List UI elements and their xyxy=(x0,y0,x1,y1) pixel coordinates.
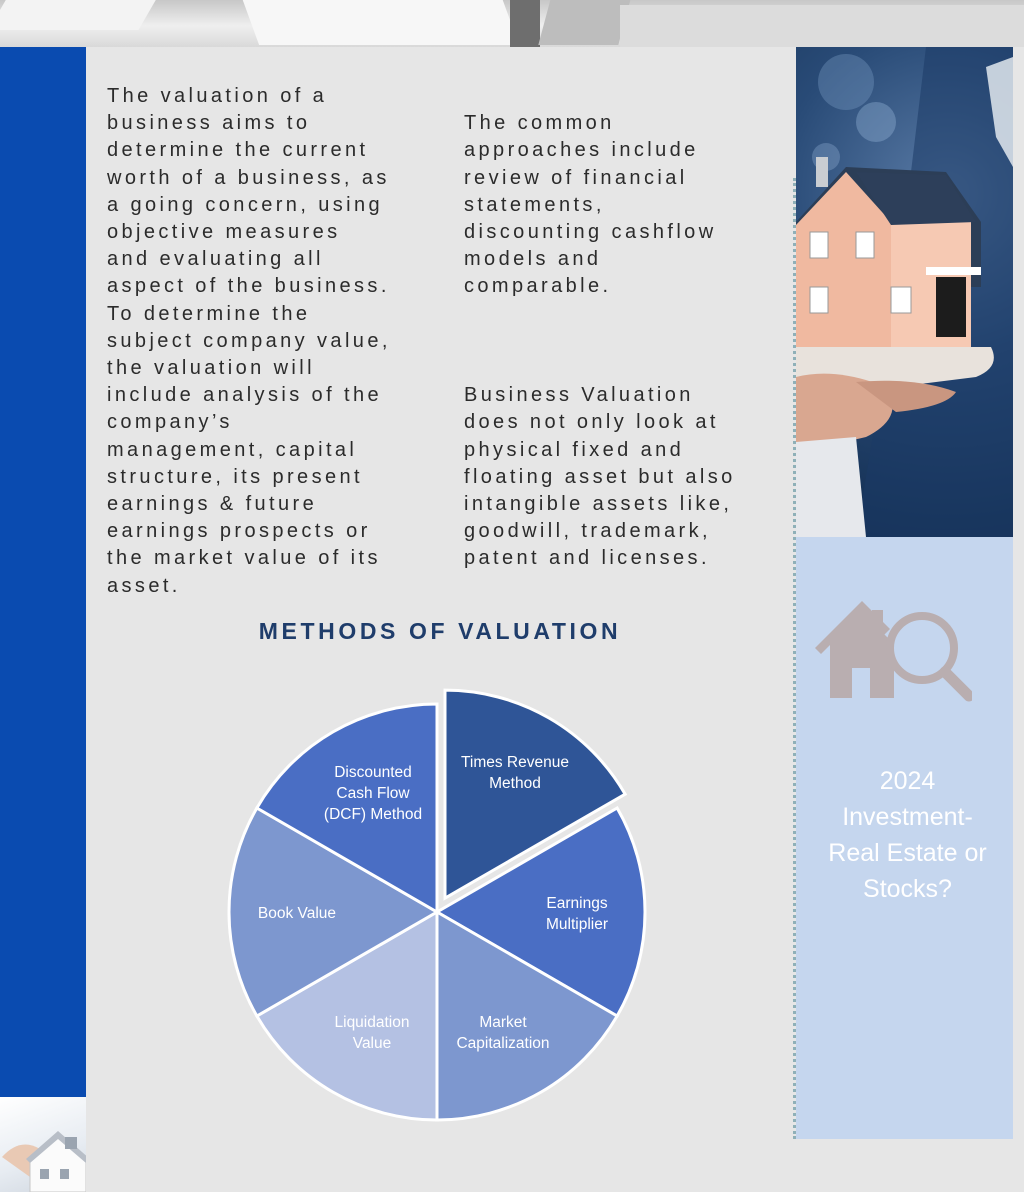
pie-label-times-revenue: Times Revenue Method xyxy=(461,754,569,792)
methods-title: METHODS OF VALUATION xyxy=(258,618,622,644)
approaches-column xyxy=(464,83,784,600)
pie-label-book-value: Book Value xyxy=(257,905,337,922)
pie-label-dcf-method: Discounted Cash Flow (DCF) Method xyxy=(323,764,423,823)
top-banner-image xyxy=(0,0,1024,47)
valuation-methods-pie xyxy=(200,660,680,1140)
pie-label-market-capitalization: Market Capitalization xyxy=(456,1014,550,1052)
pie-label-liquidation-value: Liquidation Value xyxy=(334,1014,410,1052)
dotted-divider xyxy=(793,178,796,1139)
valuation-description: The valuation of a business aims to determine the current worth of a business, as a going concern, using objective measures and evaluating all aspect of the business. To determine the subject company value, the valuation will include analysis of the company’s management, capital structure, its present earnings & future earnings prospects or the market value of its asset. xyxy=(107,85,391,597)
pie-label-earnings-multiplier: Earnings Multiplier xyxy=(545,895,609,933)
promo-title[interactable]: 2024 Investment- Real Estate or Stocks? xyxy=(828,767,987,903)
intangible-assets-paragraph: Business Valuation does not only look at physical fixed and floating asset but also intangible assets like, goodwill, trademark, patent and licenses. xyxy=(464,384,736,570)
house-search-icon xyxy=(812,598,972,702)
approaches-paragraph: The common approaches include review of financial statements, discounting cashflow models and comparable. xyxy=(464,112,717,298)
left-accent-bar xyxy=(0,47,86,1097)
house-hands-photo xyxy=(0,1097,86,1192)
house-in-hand-photo xyxy=(796,47,1013,537)
house-in-hand-illustration xyxy=(796,47,1013,537)
house-photo-illustration xyxy=(0,1097,86,1192)
